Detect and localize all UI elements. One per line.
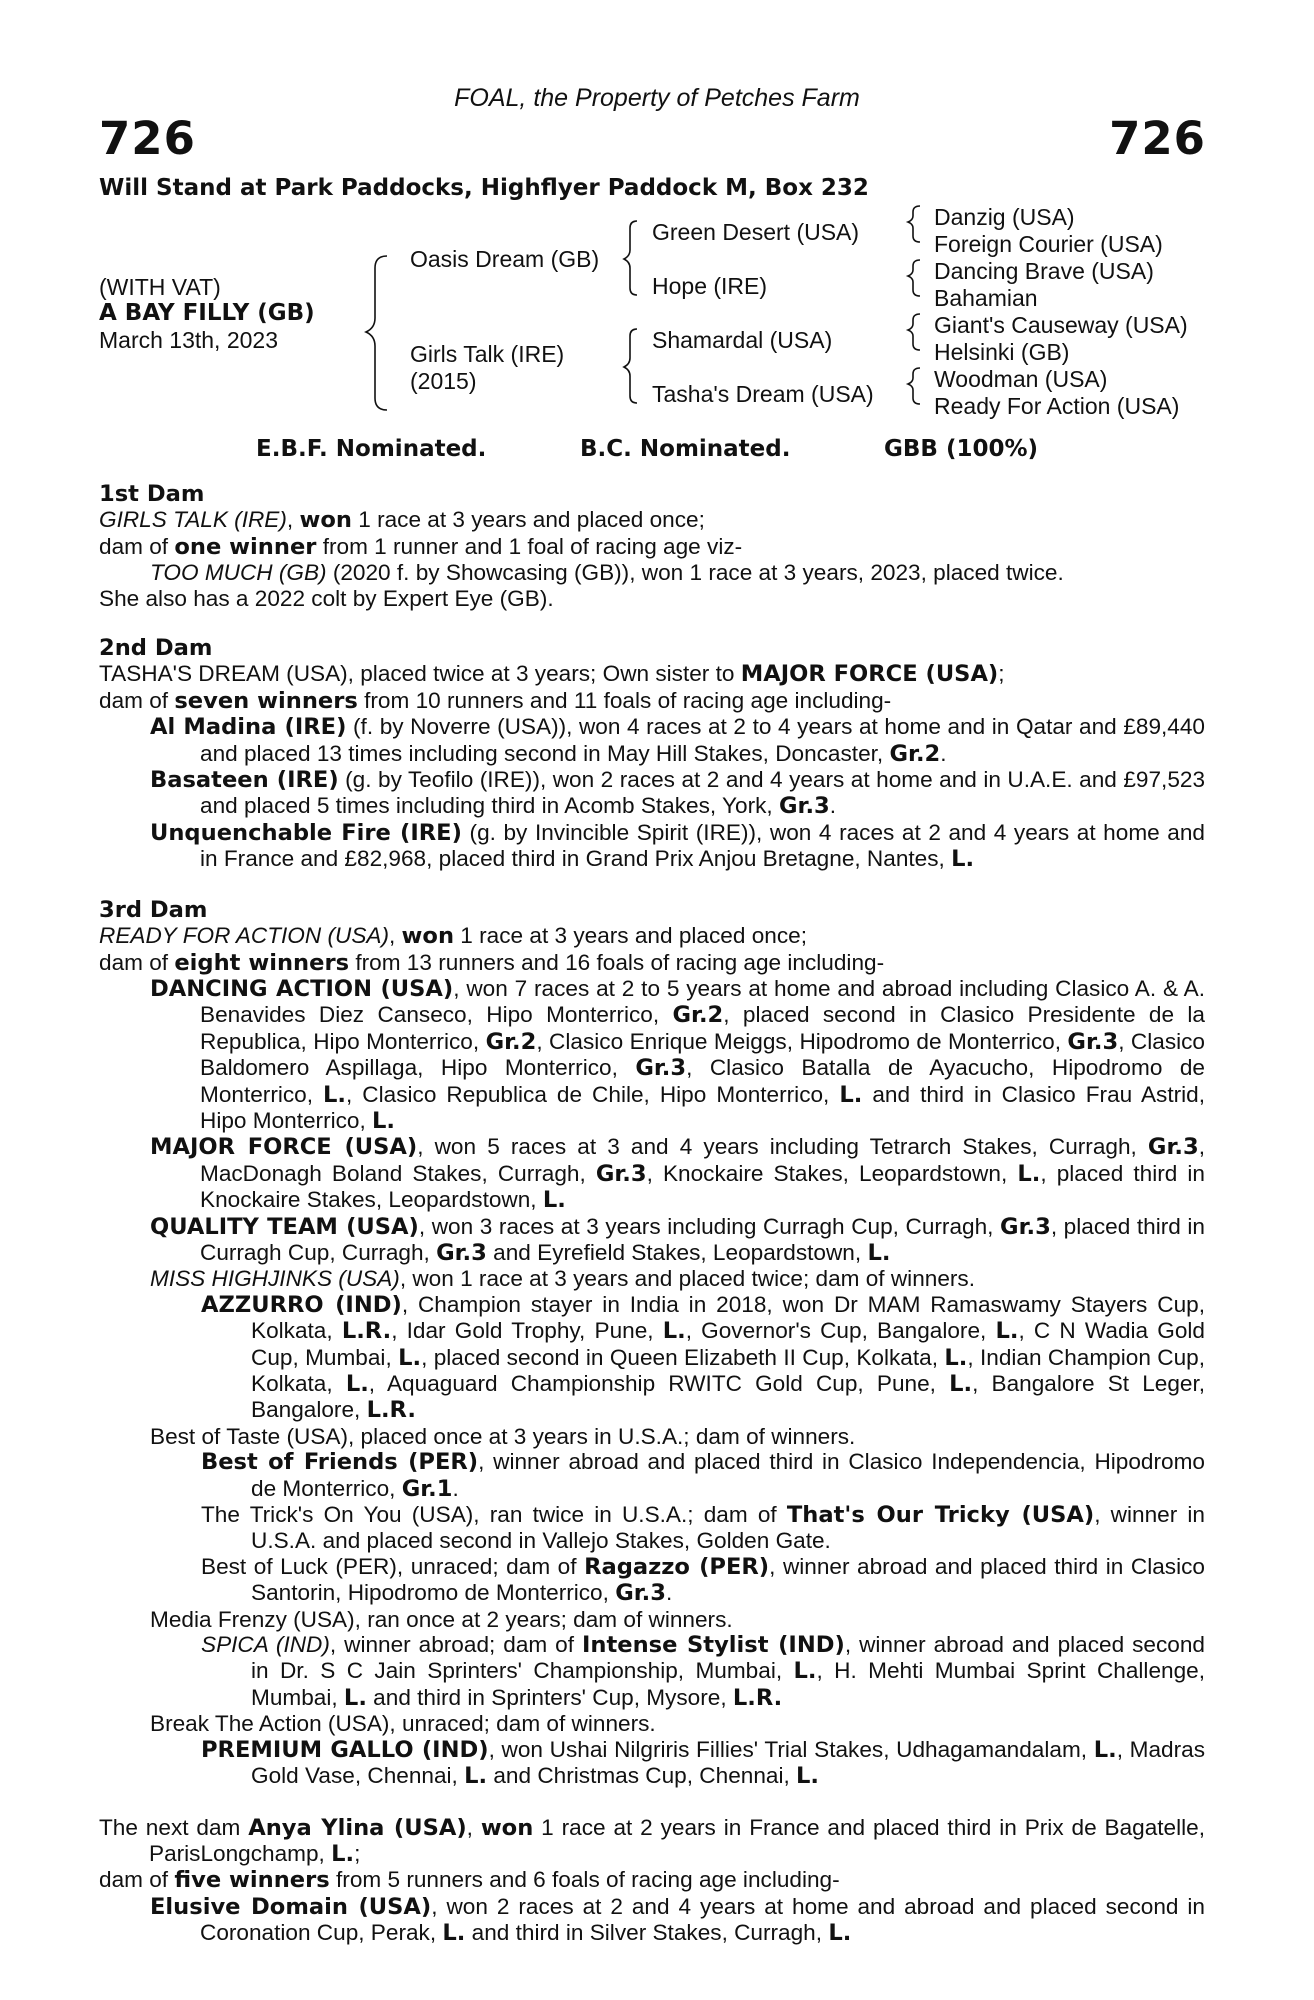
text-run: L.	[372, 1107, 396, 1134]
text-run: .	[452, 1475, 459, 1501]
text-run: Intense Stylist (IND)	[581, 1632, 845, 1659]
text-run: L.	[1093, 1736, 1117, 1763]
text-run: dam of	[99, 687, 175, 713]
sire-dam-sire: Dancing Brave (USA)	[934, 258, 1154, 284]
text-run: AZZURRO (IND)	[201, 1291, 402, 1318]
text-run: (2020 f. by Showcasing (GB)), won 1 race at 3 years, 2023, placed twice.	[326, 560, 1064, 586]
text-run: The next dam	[99, 1814, 249, 1840]
text-run: L.	[944, 1344, 968, 1371]
text-run: L.	[323, 1081, 347, 1108]
text-run: one winner	[174, 533, 317, 560]
bracket-gen3-a	[908, 206, 920, 242]
next-dam-section	[99, 1815, 1205, 1947]
text-run: , Madras Gold Vase, Chennai,	[251, 1736, 1205, 1789]
dam-name: Girls Talk (IRE)	[410, 341, 565, 367]
text-run: , winner abroad; dam of	[329, 1632, 582, 1658]
text-run: GIRLS TALK (IRE)	[99, 507, 287, 533]
text-run: , Clasico Republica de Chile, Hipo Monterrico,	[346, 1081, 840, 1107]
text-run: L.R.	[366, 1397, 416, 1424]
text-run: Gr.3	[615, 1580, 666, 1607]
text-run: Gr.3	[1067, 1028, 1119, 1055]
next-dam-line	[99, 1815, 1205, 1868]
first-dam-produce-entry	[99, 560, 1205, 585]
text-run: 1 race at 3 years and placed once;	[351, 507, 705, 533]
ebf-nominated: E.B.F. Nominated.	[256, 436, 487, 462]
next-dam-produce-entry	[99, 1894, 1205, 1947]
text-run: She also has a 2022 colt by Expert Eye (GB).	[99, 585, 554, 611]
first-dam-line	[99, 507, 1205, 533]
text-run: L.	[839, 1081, 863, 1108]
lot-number-left: 726	[99, 112, 196, 165]
gbb-label: GBB (100%)	[884, 436, 1039, 462]
grand-produce-entry	[99, 1632, 1205, 1711]
text-run: eight winners	[174, 949, 350, 976]
text-run: and third in Clasico Frau Astrid, Hipo Monterrico,	[200, 1081, 1206, 1133]
text-run: L.	[442, 1920, 466, 1947]
text-run: ;	[354, 1840, 361, 1866]
catalogue-body	[99, 482, 1205, 1947]
dam-sire: Shamardal (USA)	[652, 327, 833, 353]
text-run: dam of	[99, 533, 175, 559]
text-run: L.	[542, 1187, 566, 1214]
vat-label: (WITH VAT)	[99, 274, 221, 300]
third-dam-produce-entry	[99, 1134, 1205, 1213]
foaling-date: March 13th, 2023	[99, 327, 279, 353]
text-run: , won 5 races at 3 and 4 years including Tetrarch Stakes, Curragh,	[417, 1134, 1148, 1160]
text-run: , placed second in Queen Elizabeth II Cup, Kolkata,	[421, 1344, 945, 1370]
text-run: ;	[998, 661, 1005, 687]
text-run: and third in Sprinters' Cup, Mysore,	[366, 1684, 733, 1710]
second-dam-produce-entry	[99, 820, 1205, 873]
text-run: L.	[464, 1763, 488, 1790]
first-dam-foal-note	[99, 586, 1205, 611]
text-run: L.	[345, 1371, 369, 1397]
text-run: and Eyrefield Stakes, Leopardstown,	[486, 1239, 868, 1265]
text-run: L.	[331, 1840, 355, 1867]
third-dam-produce-summary	[99, 950, 1205, 976]
text-run: , winner abroad and placed third in Clasico Santorin, Hipodromo de Monterrico,	[251, 1553, 1205, 1606]
text-run: , MacDonagh Boland Stakes, Curragh,	[200, 1134, 1205, 1186]
dam-sire-sire: Giant's Causeway (USA)	[934, 312, 1188, 338]
text-run: , won 2 races at 2 and 4 years at home and abroad and placed second in Coronation Cup, Perak,	[200, 1893, 1205, 1946]
second-dam-heading: 2nd Dam	[99, 635, 213, 662]
text-run: L.	[867, 1239, 891, 1266]
text-run: , Bangalore St Leger, Bangalore,	[251, 1371, 1206, 1423]
text-run: L.R.	[732, 1684, 783, 1711]
text-run: Media Frenzy (USA), ran once at 2 years; dam of winners.	[150, 1606, 733, 1632]
text-run: Elusive Domain (USA)	[150, 1893, 432, 1920]
text-run: TOO MUCH (GB)	[150, 560, 327, 586]
text-run: , Indian Champion Cup, Kolkata,	[251, 1344, 1205, 1396]
text-run: won	[401, 923, 455, 950]
text-run: MAJOR FORCE (USA)	[740, 661, 999, 688]
text-run: five winners	[174, 1867, 330, 1894]
text-run: dam of	[99, 949, 175, 975]
bracket-gen3-b	[908, 260, 920, 296]
text-run: L.R.	[341, 1318, 392, 1345]
text-run: , Clasico Batalla de Ayacucho, Hipodromo de Monterrico,	[200, 1055, 1205, 1107]
text-run: Gr.3	[1000, 1213, 1051, 1240]
stand-line: Will Stand at Park Paddocks, Highflyer Paddock M, Box 232	[99, 175, 869, 201]
text-run: SPICA (IND)	[201, 1632, 330, 1658]
text-run: PREMIUM GALLO (IND)	[201, 1736, 489, 1763]
text-run: , won 3 races at 3 years including Curragh Cup, Curragh,	[418, 1213, 1001, 1239]
grand-produce-entry	[99, 1292, 1205, 1424]
third-dam-section	[99, 898, 1205, 1790]
text-run: Al Madina (IRE)	[150, 714, 347, 741]
first-dam-produce-summary	[99, 534, 1205, 560]
text-run: ,	[388, 923, 402, 949]
text-run: L.	[949, 1371, 973, 1397]
lot-number-right: 726	[1109, 112, 1206, 165]
text-run: L.	[828, 1920, 852, 1947]
next-dam-produce-summary	[99, 1867, 1205, 1893]
sire-name: Oasis Dream (GB)	[410, 246, 600, 272]
text-run: .	[829, 793, 837, 819]
bracket-gen2-bottom	[624, 329, 637, 403]
sire-dam-dam: Bahamian	[934, 285, 1038, 311]
second-dam-produce-entry	[99, 767, 1205, 820]
text-run: and Christmas Cup, Chennai,	[487, 1763, 797, 1789]
text-run: , H. Mehti Mumbai Sprint Challenge, Mumbai,	[251, 1658, 1205, 1710]
text-run: Anya Ylina (USA)	[248, 1814, 467, 1841]
bracket-gen1	[366, 256, 387, 410]
pedigree-brackets	[0, 0, 1314, 440]
text-run: DANCING ACTION (USA)	[150, 975, 454, 1002]
text-run: Gr.3	[779, 793, 830, 820]
text-run: Gr.3	[436, 1239, 487, 1266]
text-run: , Governor's Cup, Bangalore,	[685, 1318, 996, 1344]
text-run: TASHA'S DREAM (USA), placed twice at 3 years; Own sister to	[99, 661, 741, 687]
text-run: , Aquaguard Championship RWITC Gold Cup, Pune,	[368, 1371, 950, 1396]
dam-dam-dam: Ready For Action (USA)	[934, 393, 1180, 419]
third-dam-produce-entry	[99, 1711, 1205, 1736]
text-run: , Champion stayer in India in 2018, won Dr MAM Ramaswamy Stayers Cup, Kolkata,	[251, 1291, 1205, 1344]
second-dam-produce-entry	[99, 714, 1205, 767]
first-dam-section	[99, 482, 1205, 611]
text-run: Gr.3	[1147, 1134, 1199, 1161]
text-run: , placed third in Curragh Cup, Curragh,	[200, 1213, 1205, 1265]
dam-dam-sire: Woodman (USA)	[934, 366, 1108, 392]
text-run: Gr.1	[401, 1475, 453, 1502]
grand-produce-entry	[99, 1554, 1205, 1607]
text-run: Best of Friends (PER)	[201, 1449, 479, 1476]
text-run: Basateen (IRE)	[150, 767, 339, 794]
text-run: Gr.2	[672, 1002, 724, 1029]
text-run: , Clasico Baldomero Aspillaga, Hipo Monterrico,	[200, 1028, 1206, 1081]
text-run: 1 race at 2 years in France and placed third in Prix de Bagatelle, ParisLongchamp,	[149, 1814, 1206, 1866]
text-run: from 13 runners and 16 foals of racing age including-	[349, 949, 885, 975]
text-run: ,	[466, 1814, 481, 1840]
text-run: READY FOR ACTION (USA)	[99, 923, 389, 949]
text-run: L.	[662, 1318, 686, 1345]
text-run: MISS HIGHJINKS (USA)	[150, 1266, 400, 1292]
grand-produce-entry	[99, 1449, 1205, 1502]
text-run: Ragazzo (PER)	[584, 1553, 770, 1580]
second-dam-section	[99, 636, 1205, 873]
text-run: , won 1 race at 3 years and placed twice; dam of winners.	[399, 1266, 975, 1292]
third-dam-produce-entry	[99, 1214, 1205, 1267]
text-run: Gr.2	[485, 1028, 537, 1055]
grand-produce-entry	[99, 1502, 1205, 1554]
text-run: (f. by Noverre (USA)), won 4 races at 2 to 4 years at home and in Qatar and £89,440 and placed 13 times including second in May Hill Stakes, Doncaster,	[200, 714, 1205, 766]
text-run: dam of	[99, 1867, 175, 1893]
text-run: ,	[286, 507, 300, 533]
bracket-gen2-top	[624, 221, 637, 295]
text-run: from 5 runners and 6 foals of racing age including-	[329, 1867, 840, 1893]
second-dam-produce-summary	[99, 688, 1205, 714]
bracket-gen3-c	[908, 314, 920, 350]
grand-produce-entry	[99, 1737, 1205, 1790]
text-run: .	[940, 740, 947, 766]
sire-sire-sire: Danzig (USA)	[934, 204, 1075, 230]
text-run: Best of Luck (PER), unraced; dam of	[201, 1553, 585, 1579]
text-run: , C N Wadia Gold Cup, Mumbai,	[251, 1318, 1205, 1370]
text-run: L.	[1017, 1160, 1041, 1187]
text-run: 1 race at 3 years and placed once;	[454, 923, 807, 949]
text-run: , winner abroad and placed second in Dr. S C Jain Sprinters' Championship, Mumbai,	[251, 1632, 1205, 1684]
text-run: Gr.3	[635, 1055, 687, 1082]
text-run: L.	[793, 1658, 817, 1685]
text-run: and third in Silver Stakes, Curragh,	[465, 1920, 829, 1946]
horse-name: A BAY FILLY (GB)	[99, 300, 315, 326]
third-dam-produce-entry	[99, 976, 1205, 1134]
text-run: , Clasico Enrique Meiggs, Hipodromo de Monterrico,	[536, 1028, 1068, 1054]
second-dam-line	[99, 661, 1205, 687]
text-run: L.	[796, 1763, 820, 1790]
third-dam-heading: 3rd Dam	[99, 896, 208, 923]
text-run: Gr.3	[595, 1160, 647, 1187]
text-run: from 1 runner and 1 foal of racing age viz-	[316, 533, 743, 559]
text-run: , winner abroad and placed third in Clasico Independencia, Hipodromo de Monterrico,	[251, 1449, 1205, 1501]
text-run: L.	[995, 1318, 1019, 1345]
text-run: , placed third in Knockaire Stakes, Leopardstown,	[200, 1160, 1206, 1213]
text-run: , won Ushai Nilgriris Fillies' Trial Stakes, Udhagamandalam,	[488, 1736, 1094, 1762]
sire-dam: Hope (IRE)	[652, 273, 768, 299]
third-dam-produce-entry	[99, 1266, 1205, 1291]
text-run: (g. by Invincible Spirit (IRE)), won 4 races at 2 and 4 years at home and in France and £82,968, placed third in Grand Prix Anjou Bretagne, Nantes,	[200, 819, 1205, 872]
text-run: , placed second in Clasico Presidente de la Republica, Hipo Monterrico,	[200, 1002, 1205, 1054]
text-run: , won 7 races at 2 to 5 years at home and abroad including Clasico A. & A. Benavides Diez Canseco, Hipo Monterrico,	[200, 975, 1205, 1028]
sire-sire-dam: Foreign Courier (USA)	[934, 231, 1163, 257]
text-run: Break The Action (USA), unraced; dam of winners.	[150, 1711, 656, 1737]
text-run: (g. by Teofilo (IRE)), won 2 races at 2 and 4 years at home and in U.A.E. and £97,523 and placed 5 times including third in Acomb Stakes, York,	[200, 767, 1206, 819]
dam-year: (2015)	[410, 368, 477, 394]
text-run: That's Our Tricky (USA)	[786, 1502, 1095, 1529]
text-run: won	[480, 1814, 534, 1841]
dam-dam: Tasha's Dream (USA)	[652, 381, 874, 407]
text-run: L.	[343, 1684, 367, 1711]
text-run: .	[665, 1580, 673, 1606]
text-run: , Knockaire Stakes, Leopardstown,	[646, 1160, 1018, 1186]
third-dam-produce-entry	[99, 1607, 1205, 1632]
text-run: The Trick's On You (USA), ran twice in U.S.A.; dam of	[201, 1502, 787, 1528]
text-run: , winner in U.S.A. and placed second in Vallejo Stakes, Golden Gate.	[251, 1502, 1206, 1554]
third-dam-line	[99, 923, 1205, 949]
bc-nominated: B.C. Nominated.	[580, 436, 791, 462]
text-run: Gr.2	[889, 740, 941, 767]
text-run: Unquenchable Fire (IRE)	[150, 819, 462, 846]
bracket-gen3-d	[908, 368, 920, 404]
text-run: won	[299, 507, 352, 534]
text-run: Best of Taste (USA), placed once at 3 years in U.S.A.; dam of winners.	[150, 1423, 856, 1449]
third-dam-produce-entry	[99, 1424, 1205, 1449]
text-run: L.	[951, 846, 975, 873]
sire-sire: Green Desert (USA)	[652, 219, 860, 245]
text-run: L.	[398, 1344, 422, 1371]
first-dam-heading: 1st Dam	[99, 481, 205, 507]
text-run: seven winners	[174, 687, 358, 714]
text-run: QUALITY TEAM (USA)	[150, 1213, 419, 1240]
text-run: from 10 runners and 11 foals of racing age including-	[357, 687, 892, 713]
property-line: FOAL, the Property of Petches Farm	[454, 84, 860, 112]
dam-sire-dam: Helsinki (GB)	[934, 339, 1070, 365]
text-run: , Idar Gold Trophy, Pune,	[391, 1318, 663, 1344]
text-run: MAJOR FORCE (USA)	[150, 1134, 418, 1161]
